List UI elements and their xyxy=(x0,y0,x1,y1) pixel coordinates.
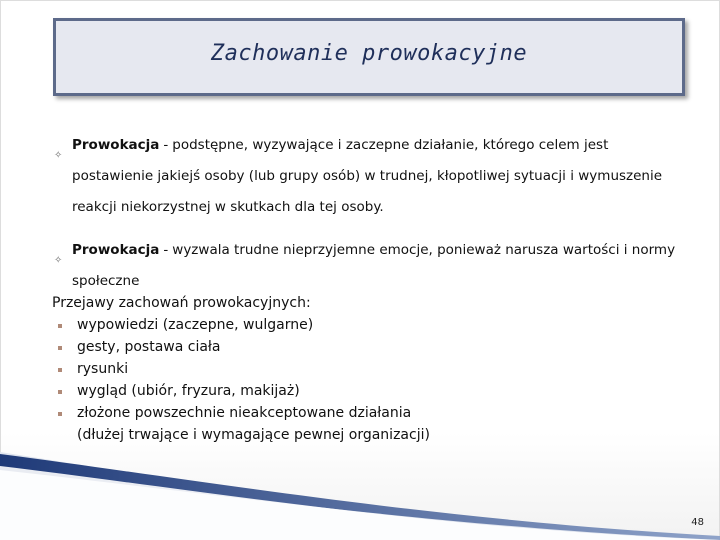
list-item-continuation: (dłużej trwające i wymagające pewnej organizacji) xyxy=(77,427,430,443)
list-item xyxy=(52,336,672,358)
list-item xyxy=(52,314,672,336)
definition-paragraph xyxy=(52,235,692,297)
list-item-text: wygląd (ubiór, fryzura, makijaż) xyxy=(77,383,300,399)
list-item xyxy=(52,380,672,402)
decorative-ribbon xyxy=(0,440,720,540)
definition-term: Prowokacja xyxy=(72,242,160,258)
list-item-text: rysunki xyxy=(77,361,129,377)
title-box xyxy=(53,18,685,96)
slide-title: Zachowanie prowokacyjne xyxy=(210,40,528,66)
list-item-text: wypowiedzi (zaczepne, wulgarne) xyxy=(77,317,314,333)
manifestations-section xyxy=(52,292,672,446)
page-number: 48 xyxy=(691,517,704,528)
list-item xyxy=(52,358,672,380)
bullet-arrow-icon: ✧ xyxy=(54,150,63,161)
bullet-arrow-icon: ✧ xyxy=(54,255,63,266)
definition-text: wyzwala trudne nieprzyjemne emocje, ponieważ narusza wartości i normy społeczne xyxy=(72,242,676,289)
definition-list xyxy=(52,130,692,297)
square-bullet-icon xyxy=(58,368,62,372)
square-bullet-icon xyxy=(58,346,62,350)
list-item-text: gesty, postawa ciała xyxy=(77,339,221,355)
square-bullet-icon xyxy=(58,390,62,394)
manifestations-heading: Przejawy zachowań prowokacyjnych: xyxy=(52,295,311,311)
definition-separator: - xyxy=(163,242,169,258)
list-item-text: złożone powszechnie nieakceptowane działania xyxy=(77,405,412,421)
definition-paragraph xyxy=(52,130,692,223)
definition-term: Prowokacja xyxy=(72,137,160,153)
definition-text: podstępne, wyzywające i zaczepne działanie, którego celem jest postawienie jakiejś osoby (lub grupy osób) w trudnej, kłopotliwej sytuacji i wymuszenie reakcji niekorzystnej w skutkach dla tej osoby. xyxy=(72,137,663,215)
square-bullet-icon xyxy=(58,412,62,416)
square-bullet-icon xyxy=(58,324,62,328)
definition-separator: - xyxy=(163,137,169,153)
manifestations-list xyxy=(52,314,672,446)
